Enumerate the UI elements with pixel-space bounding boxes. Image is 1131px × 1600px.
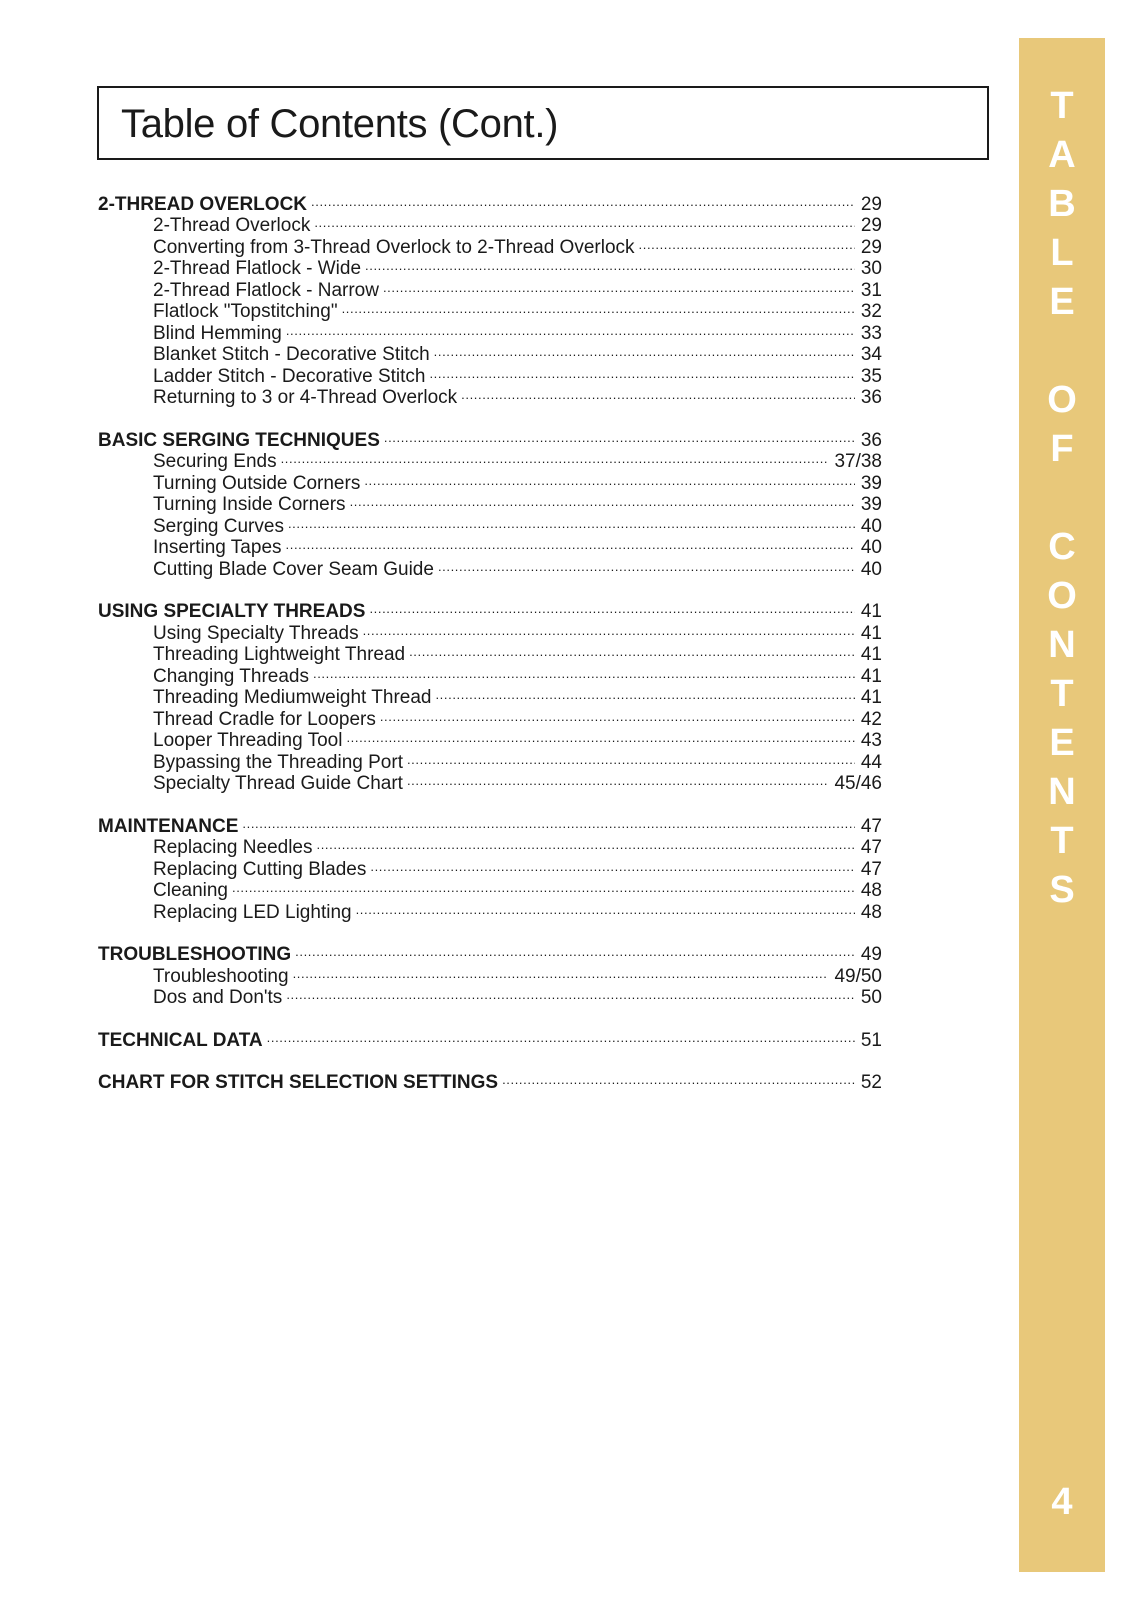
toc-section <box>98 939 882 1008</box>
toc-entry-page: 41 <box>860 622 882 644</box>
side-tab-letters <box>1019 82 1105 915</box>
side-tab-letter: E <box>1049 722 1075 764</box>
side-tab-letter: N <box>1048 771 1076 813</box>
toc-entry-page: 41 <box>860 665 882 687</box>
toc-entry-label: Blind Hemming <box>153 322 282 344</box>
side-tab-letter: O <box>1047 379 1077 421</box>
toc-entry-page: 42 <box>860 708 882 730</box>
toc-entry-page: 48 <box>860 880 882 901</box>
toc-entry-label: USING SPECIALTY THREADS <box>98 601 366 622</box>
toc-entry-label: MAINTENANCE <box>98 815 239 837</box>
toc-entry-label: Replacing Cutting Blades <box>153 858 367 880</box>
side-tab-letter: C <box>1048 526 1076 568</box>
side-tab-gap <box>1019 474 1105 523</box>
table-of-contents <box>98 188 882 1109</box>
toc-entry-label: BASIC SERGING TECHNIQUES <box>98 429 380 451</box>
side-tab-letter: T <box>1050 673 1074 715</box>
toc-entry-page: 35 <box>860 365 882 387</box>
toc-entry-page: 41 <box>860 601 882 622</box>
dot-leader <box>295 939 855 961</box>
toc-section-heading <box>98 1024 882 1051</box>
toc-entry-page: 43 <box>860 730 882 751</box>
toc-section-heading <box>98 424 882 451</box>
toc-entry-page: 47 <box>860 837 882 858</box>
dot-leader <box>435 682 854 704</box>
toc-entry-page: 33 <box>860 322 882 344</box>
toc-entry-page: 36 <box>860 387 882 408</box>
dot-leader <box>242 810 854 832</box>
toc-entry-label: Cleaning <box>153 880 228 901</box>
toc-entry-page: 39 <box>860 494 882 515</box>
toc-entry-label: Threading Lightweight Thread <box>153 644 406 665</box>
toc-entry-label: Ladder Stitch - Decorative Stitch <box>153 365 426 387</box>
toc-section-heading <box>98 939 882 965</box>
dot-leader <box>346 725 854 747</box>
dot-leader <box>365 253 855 275</box>
toc-entry-page: 40 <box>860 537 882 558</box>
toc-entry-page: 51 <box>860 1029 882 1051</box>
dot-leader <box>313 660 855 682</box>
toc-entry-page: 47 <box>860 858 882 880</box>
dot-leader <box>502 1067 855 1089</box>
page-title: Table of Contents (Cont.) <box>121 102 559 146</box>
toc-section <box>98 424 882 580</box>
toc-entry-label: Turning Inside Corners <box>153 494 346 515</box>
toc-entry-label: 2-Thread Flatlock - Wide <box>153 258 362 279</box>
dot-leader <box>281 446 829 468</box>
toc-entry-label: Specialty Thread Guide Chart <box>153 773 403 794</box>
page-number: 4 <box>1051 1481 1073 1523</box>
toc-entry-label: Dos and Don'ts <box>153 987 283 1008</box>
toc-entry-page: 50 <box>860 987 882 1008</box>
toc-entry-page: 29 <box>860 193 882 215</box>
dot-leader <box>461 382 855 404</box>
side-tab-letter: T <box>1050 85 1074 127</box>
toc-entry-page: 39 <box>860 472 882 494</box>
toc-entry-page: 48 <box>860 901 882 923</box>
toc-entry-label: Securing Ends <box>153 451 277 472</box>
toc-section <box>98 1067 882 1093</box>
toc-entry-label: Changing Threads <box>153 665 309 687</box>
toc-entry-label: Inserting Tapes <box>153 537 282 558</box>
toc-entry-label: Replacing LED Lighting <box>153 901 352 923</box>
dot-leader <box>288 510 855 532</box>
toc-section <box>98 596 882 794</box>
toc-entry-label: Cutting Blade Cover Seam Guide <box>153 558 434 580</box>
toc-entry-page: 41 <box>860 687 882 708</box>
side-tab-letter: T <box>1050 820 1074 862</box>
dot-leader <box>286 532 855 554</box>
dot-leader <box>407 746 855 768</box>
dot-leader <box>380 703 855 725</box>
toc-entry-label: Serging Curves <box>153 515 284 537</box>
dot-leader <box>639 231 855 253</box>
dot-leader <box>232 875 855 897</box>
toc-entry-page: 34 <box>860 344 882 365</box>
dot-leader <box>317 832 855 854</box>
toc-section-heading <box>98 596 882 622</box>
toc-section <box>98 188 882 408</box>
toc-entry-label: 2-THREAD OVERLOCK <box>98 193 308 215</box>
toc-entry-page: 49 <box>860 944 882 965</box>
toc-entry-label: Returning to 3 or 4-Thread Overlock <box>153 387 458 408</box>
title-box <box>97 86 989 160</box>
dot-leader <box>314 210 855 232</box>
dot-leader <box>342 296 855 318</box>
dot-leader <box>267 1024 855 1046</box>
dot-leader <box>363 617 855 639</box>
side-tab-letter: B <box>1048 183 1076 225</box>
dot-leader <box>286 982 855 1004</box>
toc-entry-page: 44 <box>860 751 882 773</box>
toc-entry-label: Replacing Needles <box>153 837 313 858</box>
side-tab-letter: S <box>1049 869 1075 911</box>
toc-entry-label: Troubleshooting <box>153 965 289 987</box>
toc-section <box>98 1024 882 1051</box>
toc-section-heading <box>98 188 882 215</box>
dot-leader <box>350 489 855 511</box>
dot-leader <box>370 853 855 875</box>
toc-entry-page: 29 <box>860 236 882 258</box>
side-tab-letter: E <box>1049 281 1075 323</box>
dot-leader <box>293 960 829 982</box>
side-tab <box>1019 38 1105 1572</box>
toc-entry-page: 40 <box>860 515 882 537</box>
toc-entry-page: 36 <box>860 429 882 451</box>
toc-entry-label: Thread Cradle for Loopers <box>153 708 376 730</box>
toc-entry-page: 30 <box>860 258 882 279</box>
toc-entry-label: TROUBLESHOOTING <box>98 944 292 965</box>
toc-entry-label: Blanket Stitch - Decorative Stitch <box>153 344 430 365</box>
dot-leader <box>438 553 855 575</box>
side-tab-letter: O <box>1047 575 1077 617</box>
toc-entry-page: 32 <box>860 301 882 322</box>
toc-entry-label: Flatlock "Topstitching" <box>153 301 338 322</box>
dot-leader <box>383 274 855 296</box>
toc-entry-label: TECHNICAL DATA <box>98 1029 263 1051</box>
dot-leader <box>356 896 855 918</box>
toc-entry-label: Turning Outside Corners <box>153 472 361 494</box>
side-tab-letter: N <box>1048 624 1076 666</box>
side-tab-letter: A <box>1048 134 1076 176</box>
dot-leader <box>384 424 855 446</box>
dot-leader <box>286 317 855 339</box>
side-tab-letter: L <box>1050 232 1074 274</box>
side-tab-letter: F <box>1050 428 1074 470</box>
toc-entry-page: 45/46 <box>834 773 882 794</box>
toc-section-heading <box>98 810 882 837</box>
side-tab-gap <box>1019 327 1105 376</box>
toc-entry-page: 41 <box>860 644 882 665</box>
toc-entry-label: 2-Thread Overlock <box>153 215 311 236</box>
toc-entry-label: Looper Threading Tool <box>153 730 343 751</box>
toc-entry-label: Threading Mediumweight Thread <box>153 687 432 708</box>
dot-leader <box>409 639 855 661</box>
toc-entry-label: Bypassing the Threading Port <box>153 751 403 773</box>
dot-leader <box>434 339 855 361</box>
dot-leader <box>407 768 829 790</box>
toc-entry-page: 37/38 <box>834 451 882 472</box>
toc-entry-label: Using Specialty Threads <box>153 622 359 644</box>
toc-section <box>98 810 882 923</box>
dot-leader <box>311 188 855 210</box>
toc-entry-page: 40 <box>860 558 882 580</box>
toc-entry-label: Converting from 3-Thread Overlock to 2-Thread Overlock <box>153 236 635 258</box>
toc-section-heading <box>98 1067 882 1093</box>
toc-entry-page: 52 <box>860 1072 882 1093</box>
toc-entry-label: CHART FOR STITCH SELECTION SETTINGS <box>98 1072 499 1093</box>
toc-entry-page: 47 <box>860 815 882 837</box>
dot-leader <box>364 467 855 489</box>
toc-entry-page: 29 <box>860 215 882 236</box>
toc-entry-page: 49/50 <box>834 965 882 987</box>
toc-entry-label: 2-Thread Flatlock - Narrow <box>153 279 379 301</box>
dot-leader <box>429 360 854 382</box>
dot-leader <box>369 596 854 618</box>
toc-entry-page: 31 <box>860 279 882 301</box>
